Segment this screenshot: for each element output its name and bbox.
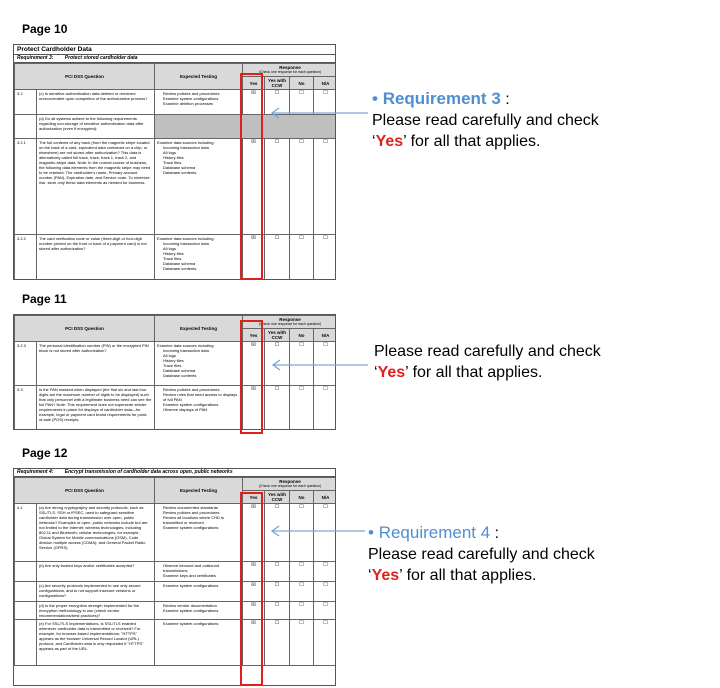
- callout-requirement-3: • Requirement 3 : Please read carefully and check ‘Yes’ for all that applies.: [372, 88, 712, 152]
- yes-checkbox[interactable]: ☒: [243, 235, 265, 281]
- col-ccw: Yes with CCW: [265, 77, 290, 90]
- callout-requirement-4: • Requirement 4 : Please read carefully and check ‘Yes’ for all that applies.: [368, 522, 708, 586]
- question-text: (a) Are strong cryptography and security protocols, such as SSL/TLS, SSH or IPSEC, used to safeguard sensitive cardholder data during transmission over open, public networks? Examples of open, public networks include but are not limited to the Internet; wireless technologies, including 802.11 and Bluetooth; cellular technologies, for example, Global System for Mobile communications (GSM), Code division multiple access (CDMA); and General Packet Radio Service (GPRS).: [37, 504, 155, 562]
- table-row: [15, 620, 337, 666]
- question-table: [14, 477, 336, 666]
- ccw-checkbox[interactable]: ☐: [265, 90, 290, 115]
- na-checkbox[interactable]: ☐: [314, 139, 336, 235]
- requirement-line: [14, 469, 335, 477]
- question-table: [14, 315, 336, 430]
- yes-column-highlight: [240, 73, 263, 280]
- requirement-heading: Requirement 3: [382, 89, 501, 108]
- ccw-checkbox[interactable]: ☐: [265, 386, 290, 431]
- requirement-text: Encrypt transmission of cardholder data across open, public networks: [64, 469, 233, 475]
- col-response: Response (Check one response for each question): [243, 316, 336, 329]
- yes-emphasis: Yes: [377, 364, 406, 381]
- no-checkbox[interactable]: ☐: [290, 235, 314, 281]
- col-testing: Expected Testing: [155, 478, 243, 504]
- col-na: N/A: [314, 329, 336, 342]
- yes-column-highlight: [240, 320, 263, 434]
- table-row: [15, 602, 337, 620]
- question-text: (d) Do all systems adhere to the following requirements regarding non-storage of sensitive authentication data after authorization (even if encrypted):: [37, 115, 155, 139]
- col-yes: Yes: [243, 329, 265, 342]
- testing-list: Examine data sources including: • Incoming transaction data • All logs • History files • Trace files • Database schema • Database contents: [155, 139, 243, 235]
- table-row: [15, 386, 337, 431]
- ccw-checkbox[interactable]: ☐: [265, 235, 290, 281]
- na-checkbox[interactable]: ☐: [314, 504, 336, 562]
- ccw-checkbox[interactable]: ☐: [265, 342, 290, 386]
- na-checkbox[interactable]: ☐: [314, 342, 336, 386]
- callout-line: Please read carefully and check: [372, 112, 599, 129]
- question-text: (b) Are only trusted keys and/or certificates accepted?: [37, 562, 155, 582]
- yes-checkbox[interactable]: ☒: [243, 602, 265, 620]
- question-text: Is the PAN masked when displayed (the first six and last four digits are the maximum number of digits to be displayed) such that only personnel with a legitimate business need can see the full PAN? Note: This requirement does not supersede stricter requirements in place for displays of cardholder data—for example, legal or payment card brand requirements for point-of-sale (POS) receipts.: [37, 386, 155, 431]
- question-text: (c) Is sensitive authentication data deleted or rendered unrecoverable upon completion of the authorization process?: [37, 90, 155, 115]
- no-checkbox[interactable]: ☐: [290, 562, 314, 582]
- yes-checkbox[interactable]: ☒: [243, 342, 265, 386]
- col-testing: Expected Testing: [155, 316, 243, 342]
- table-row: [15, 562, 337, 582]
- col-no: No: [290, 491, 314, 504]
- na-checkbox[interactable]: ☐: [314, 562, 336, 582]
- callout-line: Please read carefully and check: [374, 343, 601, 360]
- ccw-checkbox[interactable]: ☐: [265, 139, 290, 235]
- question-table: [14, 63, 336, 280]
- testing-list: Examine data sources including: • Incoming transaction data • All logs • History files • Trace files • Database schema • Database contents: [155, 342, 243, 386]
- yes-checkbox[interactable]: ☒: [243, 139, 265, 235]
- callout-page-11: Please read carefully and check ‘Yes’ for all that applies.: [374, 341, 714, 383]
- table-row: [15, 90, 337, 115]
- no-checkbox[interactable]: ☐: [290, 342, 314, 386]
- page-11-document: [13, 314, 336, 430]
- ccw-checkbox[interactable]: ☐: [265, 620, 290, 666]
- question-text: The personal identification number (PIN) or the encrypted PIN block is not stored after authorization?: [37, 342, 155, 386]
- page-12-document: [13, 468, 336, 686]
- question-text: The card verification code or value (three-digit or four-digit number printed on the front or back of a payment card) is not stored after authorization?: [37, 235, 155, 281]
- yes-checkbox[interactable]: ☒: [243, 620, 265, 666]
- callout-line: Please read carefully and check: [368, 546, 595, 563]
- na-checkbox[interactable]: ☐: [314, 582, 336, 602]
- col-question: PCI DSS Question: [15, 316, 155, 342]
- table-row: [15, 504, 337, 562]
- na-checkbox[interactable]: ☐: [314, 386, 336, 431]
- testing-list: • Review policies and procedures • Examine system configurations • Examine deletion processes: [155, 90, 243, 115]
- ccw-checkbox[interactable]: ☐: [265, 582, 290, 602]
- requirement-number: Requirement 3:: [17, 55, 54, 61]
- col-ccw: Yes with CCW: [265, 329, 290, 342]
- row-number: 3.2.1: [15, 139, 37, 235]
- col-question: PCI DSS Question: [15, 64, 155, 90]
- table-row: [15, 115, 337, 139]
- row-number: 3.3: [15, 386, 37, 431]
- requirement-line: [14, 54, 335, 63]
- question-text: (c) Are security protocols implemented to use only secure configurations, and to not support insecure versions or configurations?: [37, 582, 155, 602]
- section-title: Protect Cardholder Data: [17, 46, 92, 53]
- yes-checkbox[interactable]: ☒: [243, 562, 265, 582]
- col-response: Response (Check one response for each question): [243, 478, 336, 491]
- testing-list: Examine data sources including: • Incoming transaction data • All logs • History files • Trace files • Database schema • Database contents: [155, 235, 243, 281]
- col-response: Response (Check one response for each question): [243, 64, 336, 77]
- no-checkbox[interactable]: ☐: [290, 620, 314, 666]
- yes-emphasis: Yes: [371, 567, 400, 584]
- page-12-label: Page 12: [22, 446, 68, 460]
- requirement-number: Requirement 4:: [17, 469, 54, 475]
- na-checkbox[interactable]: ☐: [314, 235, 336, 281]
- ccw-checkbox[interactable]: ☐: [265, 602, 290, 620]
- table-row: [15, 342, 337, 386]
- row-number: 3.2.3: [15, 342, 37, 386]
- row-number: 3.2.2: [15, 235, 37, 281]
- ccw-checkbox[interactable]: ☐: [265, 504, 290, 562]
- no-checkbox[interactable]: ☐: [290, 90, 314, 115]
- no-checkbox[interactable]: ☐: [290, 582, 314, 602]
- testing-list: • Examine system configurations: [155, 620, 243, 666]
- yes-checkbox[interactable]: ☒: [243, 90, 265, 115]
- question-text: (d) Is the proper encryption strength implemented for the encryption methodology in use (check vendor recommendations/best practices)?: [37, 602, 155, 620]
- yes-checkbox[interactable]: ☒: [243, 582, 265, 602]
- testing-list: • Review vendor documentation • Examine system configurations: [155, 602, 243, 620]
- ccw-checkbox[interactable]: ☐: [265, 562, 290, 582]
- testing-list: • Examine system configurations: [155, 582, 243, 602]
- col-na: N/A: [314, 491, 336, 504]
- row-number: 4.1: [15, 504, 37, 562]
- col-question: PCI DSS Question: [15, 478, 155, 504]
- col-na: N/A: [314, 77, 336, 90]
- requirement-text: Protect stored cardholder data: [64, 55, 138, 61]
- page-11-label: Page 11: [22, 292, 67, 306]
- no-checkbox[interactable]: ☐: [290, 139, 314, 235]
- page-10-label: Page 10: [22, 22, 68, 36]
- row-number: 3.2: [15, 90, 37, 115]
- col-yes: Yes: [243, 77, 265, 90]
- na-checkbox[interactable]: ☐: [314, 602, 336, 620]
- col-no: No: [290, 329, 314, 342]
- table-row: [15, 235, 337, 281]
- col-ccw: Yes with CCW: [265, 491, 290, 504]
- yes-emphasis: Yes: [375, 133, 404, 150]
- testing-list: • Review documented standards • Review policies and procedures • Review all locations where CHD is transmitted or received • Examine system configurations: [155, 504, 243, 562]
- testing-list: • Review policies and procedures • Review roles that need access to displays of full PAN • Examine system configurations • Observe displays of PAN: [155, 386, 243, 431]
- table-row: [15, 582, 337, 602]
- no-checkbox[interactable]: ☐: [290, 602, 314, 620]
- col-yes: Yes: [243, 491, 265, 504]
- col-no: No: [290, 77, 314, 90]
- yes-column-highlight: [240, 492, 263, 686]
- question-text: The full contents of any track (from the magnetic stripe located on the back of a card, equivalent data contained on a chip, or elsewhere) are not stored after authorization? This data is alternatively called full track, track, track 1, track 2, and magnetic-stripe data. Note: In the normal course of business, the following data elements from the magnetic stripe may need to be retained: The cardholder's name, Primary account number (PAN), Expiration date, and Service code. To minimize risk, store only these data elements as needed for business.: [37, 139, 155, 235]
- requirement-heading: Requirement 4: [378, 523, 491, 542]
- col-testing: Expected Testing: [155, 64, 243, 90]
- yes-checkbox[interactable]: ☒: [243, 504, 265, 562]
- na-checkbox[interactable]: ☐: [314, 90, 336, 115]
- page-10-document: [13, 44, 336, 280]
- table-row: [15, 139, 337, 235]
- no-checkbox[interactable]: ☐: [290, 504, 314, 562]
- no-checkbox[interactable]: ☐: [290, 386, 314, 431]
- na-checkbox[interactable]: ☐: [314, 620, 336, 666]
- question-text: (e) For SSL/TLS implementations, is SSL/TLS enabled whenever cardholder data is transmitted or received? For example, for browser-based implementations: "HTTPS" appears as the browser Universal Record Locator (URL) protocol, and Cardholder data is only requested if "HTTPS" appears as part of the URL.: [37, 620, 155, 666]
- testing-list: • Observe inbound and outbound transmissions • Examine keys and certificates: [155, 562, 243, 582]
- yes-checkbox[interactable]: ☒: [243, 386, 265, 431]
